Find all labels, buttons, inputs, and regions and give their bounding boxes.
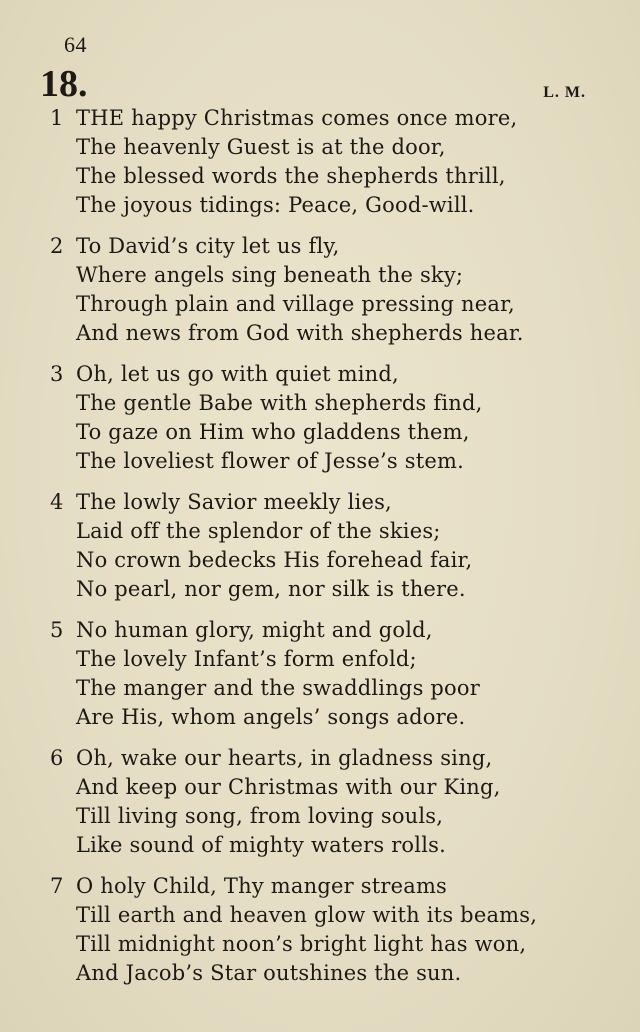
stanza-number: 7 [50,874,64,898]
stanza-line: The joyous tidings: Peace, Good-will. [76,193,475,217]
stanza-line: And news from God with shepherds hear. [76,321,524,345]
stanza-6 [0,744,640,860]
stanza-number: 1 [50,106,64,130]
stanza-2 [0,232,640,348]
stanza-line: Through plain and village pressing near, [76,292,515,316]
stanza-line: The lowly Savior meekly lies, [76,490,392,514]
stanza-number: 6 [50,746,64,770]
stanza-line: Are His, whom angels’ songs adore. [76,705,466,729]
stanza-5 [0,616,640,732]
stanza-1 [0,104,640,220]
stanza-4 [0,488,640,604]
stanza-7 [0,872,640,988]
stanza-line: Like sound of mighty waters rolls. [76,833,446,857]
stanza-number: 4 [50,490,64,514]
stanza-line: Oh, wake our hearts, in gladness sing, [76,746,493,770]
stanza-line: The manger and the swaddlings poor [76,676,480,700]
stanza-line: THE happy Christmas comes once more, [76,106,518,130]
stanza-line: The lovely Infant’s form enfold; [76,647,417,671]
stanza-line: Where angels sing beneath the sky; [76,263,464,287]
stanza-line: The loveliest flower of Jesse’s stem. [76,449,464,473]
hymn-number: 18. [40,63,88,105]
stanza-line: Till earth and heaven glow with its beams, [76,903,538,927]
stanza-number: 5 [50,618,64,642]
stanza-line: To gaze on Him who gladdens them, [76,420,470,444]
hymn-stanzas [0,104,640,1000]
stanza-line: The gentle Babe with shepherds find, [76,391,483,415]
stanza-3 [0,360,640,476]
stanza-line: To David’s city let us fly, [76,234,340,258]
stanza-number: 2 [50,234,64,258]
stanza-line: O holy Child, Thy manger streams [76,874,448,898]
stanza-line: No crown bedecks His forehead fair, [76,548,473,572]
stanza-line: Laid off the splendor of the skies; [76,519,441,543]
stanza-line: And keep our Christmas with our King, [76,775,501,799]
stanza-number: 3 [50,362,64,386]
stanza-line: No pearl, nor gem, nor silk is there. [76,577,466,601]
stanza-line: And Jacob’s Star outshines the sun. [76,961,462,985]
page-number: 64 [64,32,87,57]
stanza-line: Oh, let us go with quiet mind, [76,362,399,386]
stanza-line: Till midnight noon’s bright light has won, [76,932,527,956]
hymn-meter: L. M. [543,84,586,101]
stanza-line: No human glory, might and gold, [76,618,433,642]
stanza-line: Till living song, from loving souls, [76,804,444,828]
stanza-line: The heavenly Guest is at the door, [76,135,446,159]
stanza-line: The blessed words the shepherds thrill, [76,164,506,188]
